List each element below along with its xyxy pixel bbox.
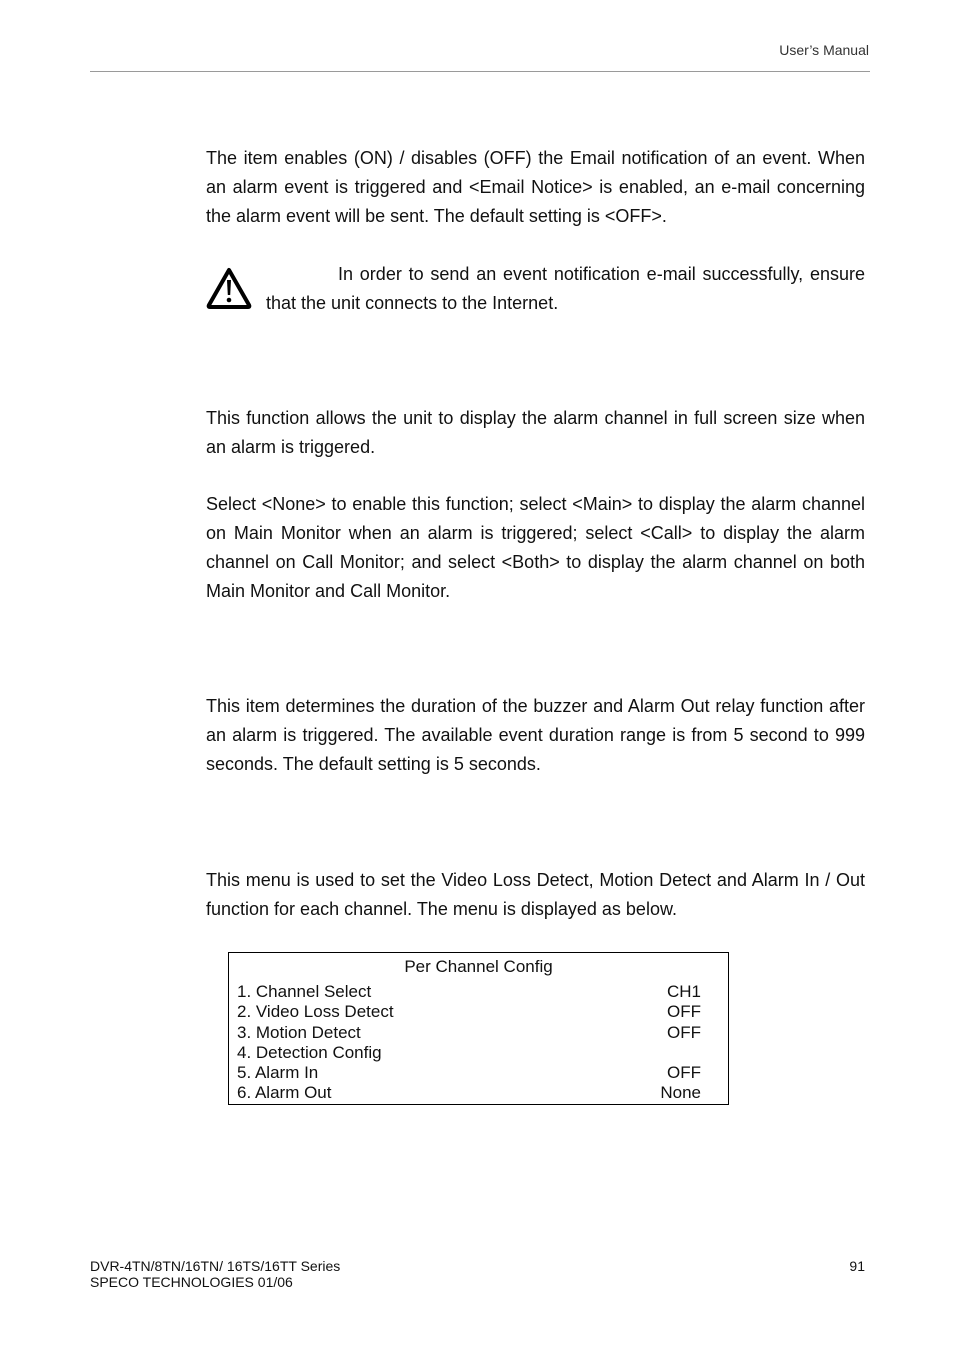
event-duration-paragraph: This item determines the duration of the buzzer and Alarm Out relay function after an alarm is triggered. The available event duration range is from 5 second to 999 seconds. The default setting is 5 seconds. [206, 696, 865, 774]
per-channel-config-menu [228, 952, 729, 1105]
footer-model: DVR-4TN/8TN/16TN/ 16TS/16TT Series [90, 1258, 341, 1274]
menu-row-alarm-out[interactable] [229, 1083, 728, 1103]
menu-row-value: OFF [667, 1022, 701, 1042]
menu-row-value: OFF [667, 1063, 701, 1083]
menu-row-label: 4. Detection Config [237, 1042, 382, 1062]
menu-row-channel-select[interactable] [229, 982, 728, 1002]
full-screen-paragraph-1: This function allows the unit to display the alarm channel in full screen size when an alarm is triggered. [206, 408, 865, 457]
header-divider [90, 71, 870, 72]
menu-title: Per Channel Config [404, 957, 553, 976]
menu-row-label: 3. Motion Detect [237, 1022, 361, 1042]
header-title: User’s Manual [779, 42, 869, 58]
email-notice-paragraph: The item enables (ON) / disables (OFF) the Email notification of an event. When an alarm event is triggered and <Email Notice> is enabled, an e-mail concerning the alarm event will be sent. The default setting is <OFF>. [206, 148, 865, 226]
menu-row-value: CH1 [666, 982, 701, 1001]
menu-row-label: 1. Channel Select [237, 982, 372, 1001]
menu-row-alarm-in[interactable] [229, 1063, 728, 1083]
menu-row-detection-config[interactable] [229, 1043, 728, 1063]
footer-company: SPECO TECHNOLOGIES 01/06 [90, 1274, 293, 1290]
footer-info [90, 1258, 340, 1290]
menu-row-value: None [660, 1083, 701, 1103]
page-number: 91 [849, 1258, 865, 1274]
note-text: In order to send an event notification e-mail successfully, ensure that the unit connects to the Internet. [266, 264, 865, 313]
menu-row-label: 6. Alarm Out [237, 1083, 332, 1103]
menu-row-label: 2. Video Loss Detect [237, 1002, 394, 1022]
per-channel-paragraph: This menu is used to set the Video Loss Detect, Motion Detect and Alarm In / Out function for each channel. The menu is displayed as below. [206, 870, 865, 919]
menu-row-video-loss-detect[interactable] [229, 1002, 728, 1022]
menu-row-label: 5. Alarm In [237, 1063, 319, 1083]
full-screen-paragraph-2: Select <None> to enable this function; select <Main> to display the alarm channel on Main Monitor when an alarm is triggered; select <Call> to display the alarm channel on Call Monitor; and select <Both> to display the alarm channel on both Main Monitor and Call Monitor. [206, 494, 865, 601]
warning-icon [206, 266, 252, 310]
menu-row-motion-detect[interactable] [229, 1023, 728, 1043]
menu-row-value: OFF [667, 1002, 701, 1022]
